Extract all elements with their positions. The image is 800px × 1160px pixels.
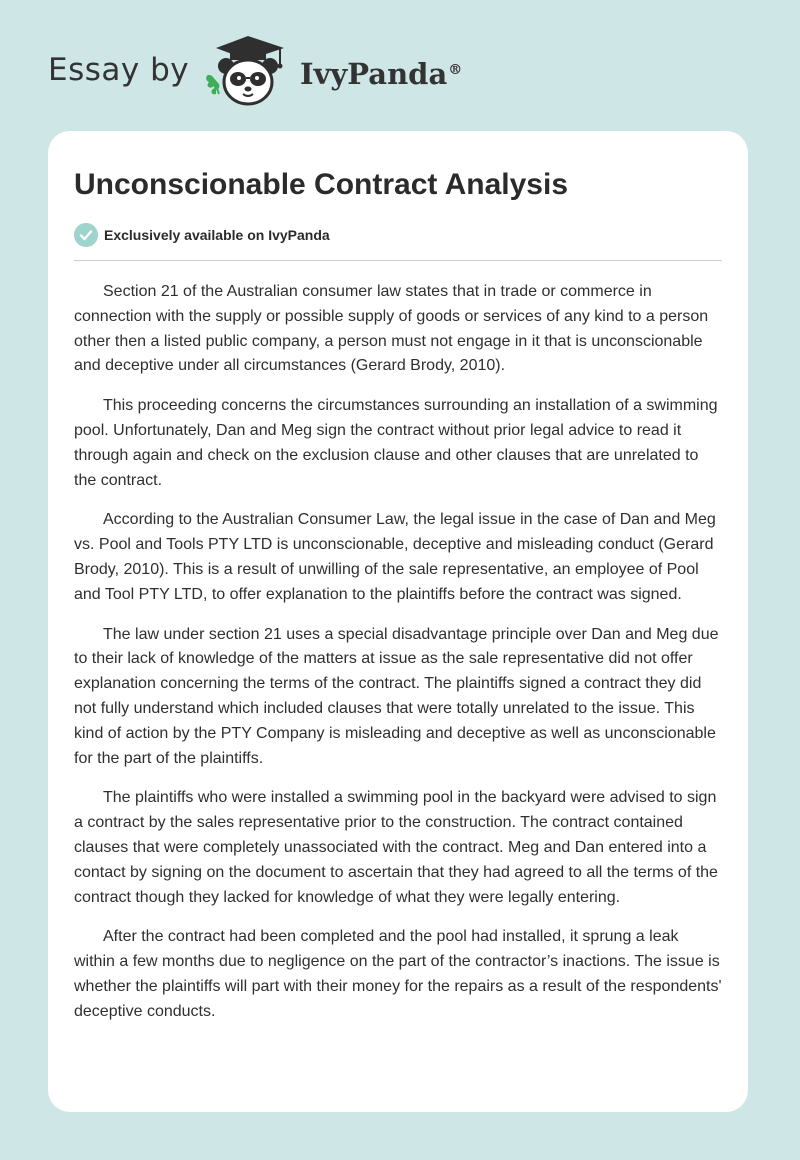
- paragraph: Section 21 of the Australian consumer law states that in trade or commerce in connection with the supply or possible supply of goods or services of any kind to a person other then a listed public company, a person must not engage in it that is unconscionable and deceptive under all circumstances (Gerard Brody, 2010).: [74, 283, 709, 375]
- site-header: [0, 0, 800, 130]
- ivy-leaf-icon: [206, 75, 219, 94]
- brand-name-text: IvyPanda: [300, 57, 448, 91]
- paragraph: This proceeding concerns the circumstances surrounding an installation of a swimming pool. Unfortunately, Dan and Meg sign the contract without prior legal advice to read it through again and check on the exclusion clause and other clauses that are unrelated to the contract.: [74, 397, 718, 489]
- essay-body: [74, 280, 722, 1025]
- paragraph: The plaintiffs who were installed a swimming pool in the backyard were advised to sign a contract by the sales representative prior to the construction. The contract contained clauses that were completely unassociated with the contract. Meg and Dan entered into a contact by signing on the document to ascertain that they had agreed to all the terms of the contract though they lacked for knowledge of what they were legally entering.: [74, 789, 718, 906]
- brand-prefix: Essay by: [48, 52, 190, 88]
- exclusive-badge: [74, 223, 722, 247]
- checkmark-circle-icon: [74, 223, 98, 247]
- paragraph: According to the Australian Consumer Law, the legal issue in the case of Dan and Meg vs. Pool and Tools PTY LTD is unconscionable, deceptive and misleading conduct (Gerard Brody, 2010). This is a result of unwilling of the sale representative, an employee of Pool and Tool PTY LTD, to offer explanation to the plaintiffs before the contract was signed.: [74, 511, 716, 603]
- paragraph: After the contract had been completed and the pool had installed, it sprung a leak within a few months due to negligence on the part of the contractor’s inactions. The issue is whether the plaintiffs will part with their money for the repairs as a result of the respondents' deceptive conducts.: [74, 928, 722, 1020]
- divider: [74, 260, 722, 261]
- registered-mark: ®: [448, 62, 463, 78]
- paragraph: The law under section 21 uses a special disadvantage principle over Dan and Meg due to their lack of knowledge of the matters at issue as the sale representative did not offer explanation concerning the terms of the contract. The plaintiffs signed a contract they did not fully understand which included clauses that were totally unrelated to the issue. This kind of action by the PTY Company is misleading and deceptive as well as unconscionable for the part of the plaintiffs.: [74, 625, 719, 767]
- brand-name[interactable]: [300, 54, 462, 94]
- essay-card: [48, 131, 748, 1112]
- panda-logo-icon[interactable]: [200, 32, 292, 112]
- page-title: Unconscionable Contract Analysis: [74, 168, 569, 201]
- badge-label: Exclusively available on IvyPanda: [104, 227, 330, 243]
